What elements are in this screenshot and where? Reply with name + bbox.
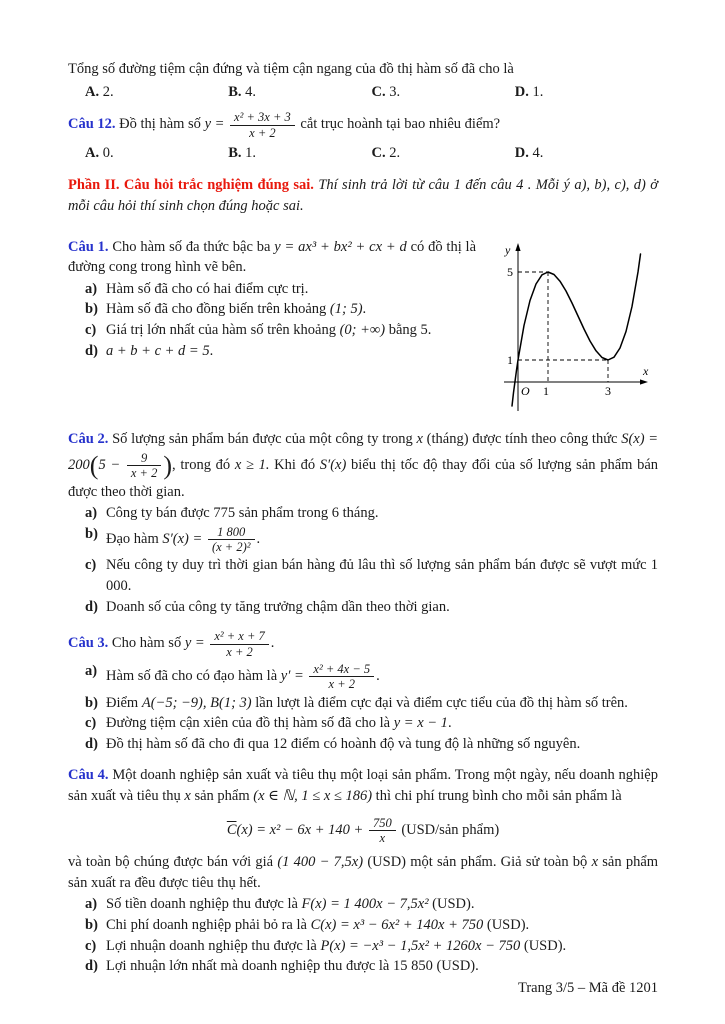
q12-options (68, 143, 658, 164)
c2-label: Câu 2. (68, 431, 109, 448)
item-label: b) (85, 917, 98, 934)
item-text (106, 734, 658, 755)
item-label: a) (85, 662, 98, 679)
item-text (106, 503, 658, 524)
item-math: y = x − 1 (393, 715, 448, 732)
q11-option-a (85, 82, 228, 103)
question-1 (68, 237, 658, 398)
item-label: d) (85, 958, 98, 975)
item-text-segment: lần lượt là điểm cực đại và điểm cực tiểu của đồ thị hàm số trên. (251, 694, 628, 711)
cubic-curve-graph (486, 237, 658, 421)
item-text-segment: Đạo hàm (106, 530, 159, 547)
item-text (106, 956, 658, 977)
c2-stem (68, 429, 658, 502)
c4-display-unit: (USD/sản phẩm) (401, 821, 500, 838)
question-2 (68, 429, 658, 617)
q12-stem (68, 109, 658, 141)
item-label: c) (85, 557, 97, 574)
page-footer (518, 978, 658, 999)
c4-item-a (68, 894, 658, 915)
q12-option-d (515, 143, 658, 164)
q12-text-2: cắt trục hoành tại bao nhiêu điểm? (300, 116, 501, 133)
q11-stem-text: Tổng số đường tiệm cận đứng và tiệm cận ngang của đồ thị hàm số đã cho là (68, 61, 514, 77)
c1-text-1: Cho hàm số đa thức bậc ba (112, 238, 271, 255)
c2-math-4: x ≥ 1. (234, 457, 270, 473)
item-text-segment: Nếu công ty duy trì thời gian bán hàng đủ lâu thì số lượng sản phẩm bán được sẽ vượt mức 1 000. (106, 557, 658, 595)
c2-text-3: , trong đó (172, 457, 231, 473)
c2-math-1: x (416, 431, 423, 448)
item-text-segment: Chi phí doanh nghiệp phải bỏ ra là (106, 917, 307, 934)
c4-text-6: sản phẩm sản xuất ra đều được tiêu thụ hết. (68, 854, 659, 891)
question-4 (68, 765, 658, 976)
c2-item-c (68, 555, 658, 596)
item-label: a) (85, 280, 98, 297)
c4-items (68, 894, 658, 976)
item-text-segment: Điểm (106, 694, 139, 711)
fraction-numerator: 750 (369, 816, 396, 831)
c4-text-1: Một doanh nghiệp sản xuất và tiêu thụ một loại sản phẩm. Trong một ngày, nếu doanh nghiệp sản xuất và tiêu thụ (68, 767, 658, 804)
q12-text-1: Đồ thị hàm số (119, 116, 201, 133)
fraction-numerator: 1 800 (208, 525, 255, 540)
q12-label: Câu 12. (68, 116, 116, 133)
c1-math-1: y = ax³ + bx² + cx + d (274, 238, 407, 255)
q11-stem (68, 59, 658, 80)
option-letter: C. (371, 144, 386, 161)
item-math: a + b + c + d = 5 (106, 342, 210, 359)
item-text (106, 713, 658, 734)
c2-math-5: S′(x) (319, 457, 347, 473)
option-value: 4. (245, 83, 257, 100)
option-value: 2. (102, 83, 114, 100)
c-bar: $\overline{C}$ (226, 821, 237, 838)
option-letter: D. (514, 83, 529, 100)
item-math: (1; 5) (329, 301, 363, 318)
fraction-numerator: 9 (127, 451, 161, 466)
item-label: d) (85, 735, 98, 752)
c4-item-b (68, 915, 658, 936)
c4-continuation (68, 852, 658, 893)
option-letter: A. (85, 144, 100, 161)
option-letter: C. (371, 83, 386, 100)
part2-heading (68, 175, 658, 216)
item-text (106, 936, 658, 957)
fraction-denominator: x + 2 (328, 677, 356, 692)
item-math: S′(x) = (162, 530, 203, 547)
x-axis-arrow (640, 379, 648, 384)
item-text-segment: Giá trị lớn nhất của hàm số trên khoảng (106, 321, 336, 338)
item-label: b) (85, 525, 98, 542)
item-text (106, 693, 658, 714)
fraction-denominator: x (379, 830, 386, 845)
c4-text-3: thì chi phí trung bình cho mỗi sản phẩm là (375, 788, 622, 804)
item-label: c) (85, 937, 97, 954)
c2-item-d (68, 597, 658, 618)
item-math: F(x) = 1 400x − 7,5x² (301, 896, 429, 913)
c3-stem (68, 628, 658, 660)
c4-display-formula (68, 815, 658, 847)
item-text (106, 555, 658, 596)
q11-option-d (515, 82, 658, 103)
item-label: c) (85, 321, 97, 338)
fraction (230, 110, 295, 140)
item-text-segment: Số tiền doanh nghiệp thu được là (106, 896, 298, 913)
item-text-segment: bằng 5. (385, 321, 432, 338)
c3-item-c (68, 713, 658, 734)
option-letter: A. (85, 83, 100, 100)
c3-item-d (68, 734, 658, 755)
c4-text-4: và toàn bộ chúng được bán với giá (68, 854, 274, 871)
question-3 (68, 628, 658, 754)
q12-option-c (372, 143, 515, 164)
tick-label-x3: 3 (605, 383, 611, 398)
c4-math-3: (1 400 − 7,5x) (277, 854, 364, 871)
item-math: y′ = (280, 668, 304, 685)
item-text (106, 299, 476, 320)
y-axis-label: y (505, 242, 511, 257)
fraction (309, 662, 374, 692)
c2-text-5: biểu thị tốc độ thay đổi của số lượng sản phẩm bán được theo thời gian. (68, 457, 659, 500)
c3-item-a (68, 661, 658, 693)
c4-stem (68, 765, 658, 806)
c2-math-2: S(x) = 200 (68, 431, 659, 473)
item-math: (0; +∞) (339, 321, 386, 338)
option-value: 3. (389, 83, 401, 100)
item-text-segment: . (447, 715, 452, 732)
c3-text-2: . (270, 635, 275, 652)
item-text-segment: Đồ thị hàm số đã cho đi qua 12 điểm có hoành độ và tung độ là những số nguyên. (106, 735, 581, 752)
item-math: P(x) = −x³ − 1,5x² + 1260x − 750 (320, 937, 521, 954)
fraction-denominator: x + 2 (130, 466, 158, 481)
footer-text: Trang 3/5 – Mã đề 1201 (517, 980, 658, 996)
item-text (106, 524, 658, 556)
item-text-segment: (USD). (483, 917, 530, 934)
c3-text-1: Cho hàm số (111, 635, 182, 652)
c4-text-2: sản phẩm (194, 788, 250, 804)
right-paren: ) (163, 450, 173, 480)
item-label: b) (85, 301, 98, 318)
item-text (106, 597, 658, 618)
item-label: a) (85, 896, 98, 913)
item-text-segment: Hàm số đã cho có đạo hàm là (106, 668, 278, 685)
c2-text-1: Số lượng sản phẩm bán được của một công ty trong (112, 431, 413, 448)
option-value: 2. (389, 144, 401, 161)
item-label: a) (85, 505, 98, 522)
fraction-numerator: x² + x + 7 (210, 629, 268, 644)
tick-label-y1: 1 (507, 352, 513, 367)
fraction-numerator: x² + 3x + 3 (230, 110, 295, 125)
c3-math-1: y = (184, 635, 205, 652)
c3-items (68, 661, 658, 754)
tick-label-x1: 1 (543, 383, 549, 398)
c4-display-math: (x) = x² − 6x + 140 + (236, 821, 364, 838)
c2-item-a (68, 503, 658, 524)
item-text-segment: Công ty bán được 775 sản phẩm trong 6 tháng. (106, 505, 379, 522)
tick-label-y5: 5 (507, 264, 513, 279)
c2-items (68, 503, 658, 617)
c4-item-c (68, 936, 658, 957)
x-axis-label: x (643, 363, 649, 378)
item-text (106, 894, 658, 915)
fraction-numerator: x² + 4x − 5 (309, 662, 374, 677)
item-text-segment: Lợi nhuận lớn nhất mà doanh nghiệp thu được là 15 850 (USD). (106, 958, 479, 975)
c1-item-b (68, 299, 476, 320)
c4-item-d (68, 956, 658, 977)
item-text-segment: Doanh số của công ty tăng trưởng chậm dần theo thời gian. (106, 598, 450, 615)
c4-math-4: x (591, 854, 598, 871)
item-text-segment: Lợi nhuận doanh nghiệp thu được là (106, 937, 317, 954)
q12-option-a (85, 143, 228, 164)
item-text-segment: . (209, 342, 214, 359)
item-text-segment: Đường tiệm cận xiên của đồ thị hàm số đã cho là (106, 715, 391, 732)
c3-item-b (68, 693, 658, 714)
option-letter: D. (514, 144, 529, 161)
item-text-segment: Hàm số đã cho đồng biến trên khoảng (106, 301, 327, 318)
item-label: d) (85, 342, 98, 359)
c1-item-a (68, 279, 476, 300)
y-axis-arrow (515, 243, 520, 251)
c1-label: Câu 1. (68, 238, 109, 255)
option-value: 0. (102, 144, 114, 161)
item-text (106, 320, 476, 341)
item-text (106, 915, 658, 936)
c4-label: Câu 4. (68, 767, 109, 784)
item-text-segment: Hàm số đã cho có hai điểm cực trị. (106, 280, 309, 297)
c2-item-b (68, 524, 658, 556)
fraction (369, 816, 396, 846)
item-text-segment: . (362, 301, 367, 318)
c3-label: Câu 3. (68, 635, 109, 652)
c4-math-1: x (184, 788, 191, 804)
c2-math-3: 5 − (98, 457, 121, 473)
item-text (106, 279, 476, 300)
item-text-segment: . (376, 668, 380, 685)
item-label: d) (85, 598, 98, 615)
q11-options (68, 82, 658, 103)
c2-text-2: (tháng) được tính theo công thức (426, 431, 618, 448)
q11-option-b (228, 82, 371, 103)
option-letter: B. (228, 144, 242, 161)
c2-text-4: Khi đó (274, 457, 316, 473)
q11-option-c (372, 82, 515, 103)
item-text-segment: (USD). (520, 937, 567, 954)
cubic-curve (512, 254, 641, 406)
fraction-denominator: x + 2 (226, 644, 253, 659)
fraction (208, 525, 255, 555)
item-label: b) (85, 694, 98, 711)
item-math: C(x) = x³ − 6x² + 140x + 750 (310, 917, 484, 934)
option-value: 1. (245, 144, 257, 161)
c4-math-2: (x ∈ ℕ, 1 ≤ x ≤ 186) (253, 788, 373, 804)
c4-text-5: (USD) một sản phẩm. Giả sử toàn bộ (367, 854, 588, 871)
item-label: c) (85, 715, 97, 732)
c1-item-c (68, 320, 476, 341)
item-math: A(−5; −9), B(1; 3) (141, 694, 252, 711)
part2-subtitle: Thí sinh trả lời từ câu 1 đến câu 4 . Mỗi ý a), b), c), d) ở mỗi câu hỏi thí sinh chọn đúng hoặc sai. (68, 177, 659, 215)
origin-label: O (521, 383, 530, 398)
option-value: 4. (532, 144, 544, 161)
option-value: 1. (532, 83, 544, 100)
cubic-graph-figure (486, 237, 658, 428)
item-text (106, 341, 476, 362)
left-paren: ( (89, 450, 99, 480)
fraction (210, 629, 268, 659)
part2-title: Phần II. Câu hỏi trắc nghiệm đúng sai. (68, 177, 314, 194)
q12-option-b (228, 143, 371, 164)
fraction-denominator: x + 2 (249, 125, 276, 140)
fraction (127, 451, 161, 481)
item-text-segment: . (256, 530, 261, 547)
item-text (106, 661, 658, 693)
item-text-segment: (USD). (428, 896, 475, 913)
c1-item-d (68, 341, 476, 362)
option-letter: B. (228, 83, 242, 100)
fraction-denominator: (x + 2)² (211, 540, 251, 555)
q12-math-1: y = (204, 116, 225, 133)
c1-text-2: có đồ thị là đường cong trong hình vẽ bên. (68, 238, 477, 276)
